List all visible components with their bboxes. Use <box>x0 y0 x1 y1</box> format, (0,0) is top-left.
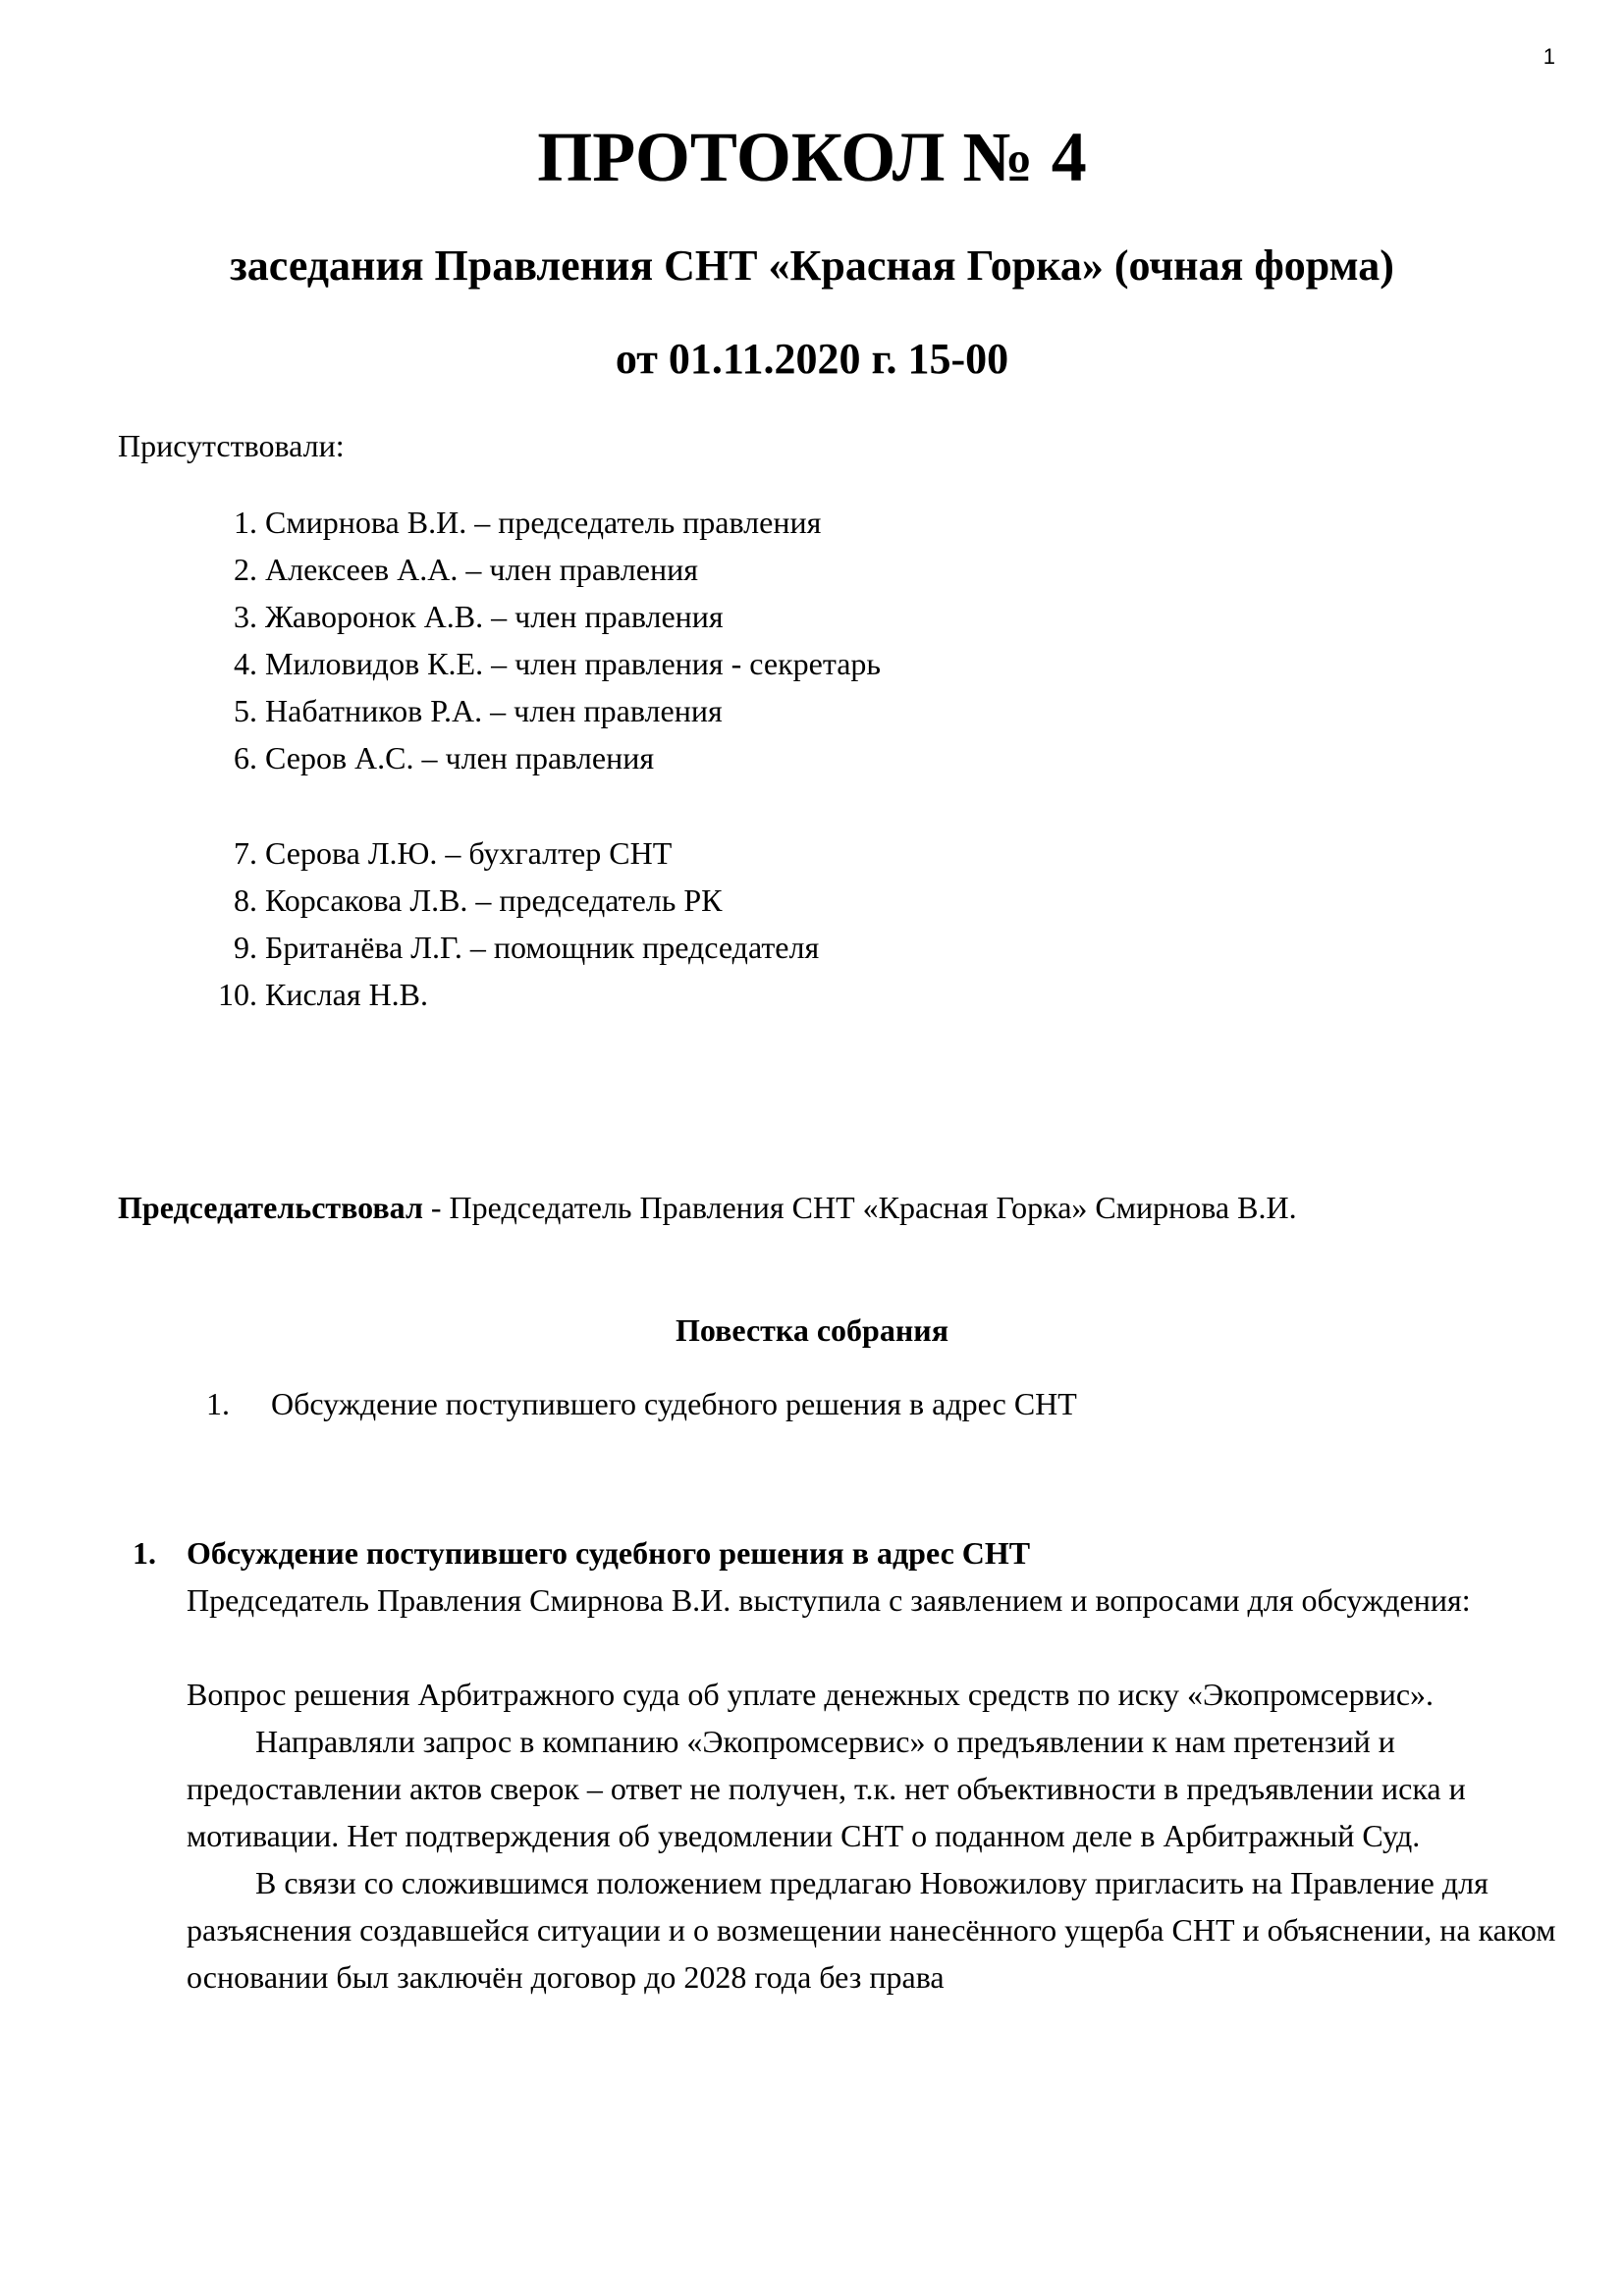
attendees-list-1 <box>206 499 881 781</box>
section-paragraph-2: В связи со сложившимся положением предлагаю Новожилову пригласить на Правление для разъяснения создавшейся ситуации и о возмещении нанесённого ущерба СНТ и объяснении, на каком основании был заключён договор до 2028 года без права <box>187 1865 1556 1995</box>
section-body <box>133 1576 1556 2001</box>
list-item: 9. Британёва Л.Г. – помощник председателя <box>234 930 820 965</box>
list-item: 2. Алексеев А.А. – член правления <box>234 552 698 587</box>
chaired-by <box>118 1188 1297 1227</box>
discussion-section <box>133 1529 1556 2001</box>
present-label: Присутствовали: <box>118 428 345 463</box>
page-number: 1 <box>1543 44 1555 69</box>
list-item: 5. Набатников Р.А. – член правления <box>234 693 723 728</box>
section-intro: Председатель Правления Смирнова В.И. выступила с заявлением и вопросами для обсуждения: <box>187 1582 1471 1618</box>
section-heading: 1. Обсуждение поступившего судебного решения в адрес СНТ <box>133 1535 1031 1571</box>
agenda-title: Повестка собрания <box>675 1312 949 1348</box>
list-item: 4. Миловидов К.Е. – член правления - секретарь <box>234 646 881 681</box>
list-item: 6. Серов А.С. – член правления <box>234 740 655 775</box>
agenda-item: 1. Обсуждение поступившего судебного решения в адрес СНТ <box>206 1386 1077 1421</box>
attendees-list-2 <box>206 829 819 1018</box>
document-date: от 01.11.2020 г. 15-00 <box>615 335 1009 383</box>
list-item: 1. Смирнова В.И. – председатель правления <box>234 505 822 540</box>
chaired-label: Председательствовал <box>118 1190 423 1225</box>
list-item: 10. Кислая Н.В. <box>218 977 429 1012</box>
list-item: 7. Серова Л.Ю. – бухгалтер СНТ <box>234 835 673 871</box>
list-item: 3. Жаворонок А.В. – член правления <box>234 599 724 634</box>
document-subtitle: заседания Правления СНТ «Красная Горка» (очная форма) <box>230 241 1394 290</box>
section-question: Вопрос решения Арбитражного суда об уплате денежных средств по иску «Экопромсервис». <box>187 1677 1435 1712</box>
section-paragraph-1: Направляли запрос в компанию «Экопромсервис» о предъявлении к нам претензий и предоставлении актов сверок – ответ не получен, т.к. нет объективности в предъявлении иска и мотивации. Нет подтверждения об уведомлении СНТ о поданном деле в Арбитражный Суд. <box>187 1724 1466 1853</box>
document-title: ПРОТОКОЛ № 4 <box>537 118 1087 196</box>
chaired-text: - Председатель Правления СНТ «Красная Горка» Смирнова В.И. <box>422 1190 1297 1225</box>
list-item: 8. Корсакова Л.В. – председатель РК <box>234 882 723 918</box>
